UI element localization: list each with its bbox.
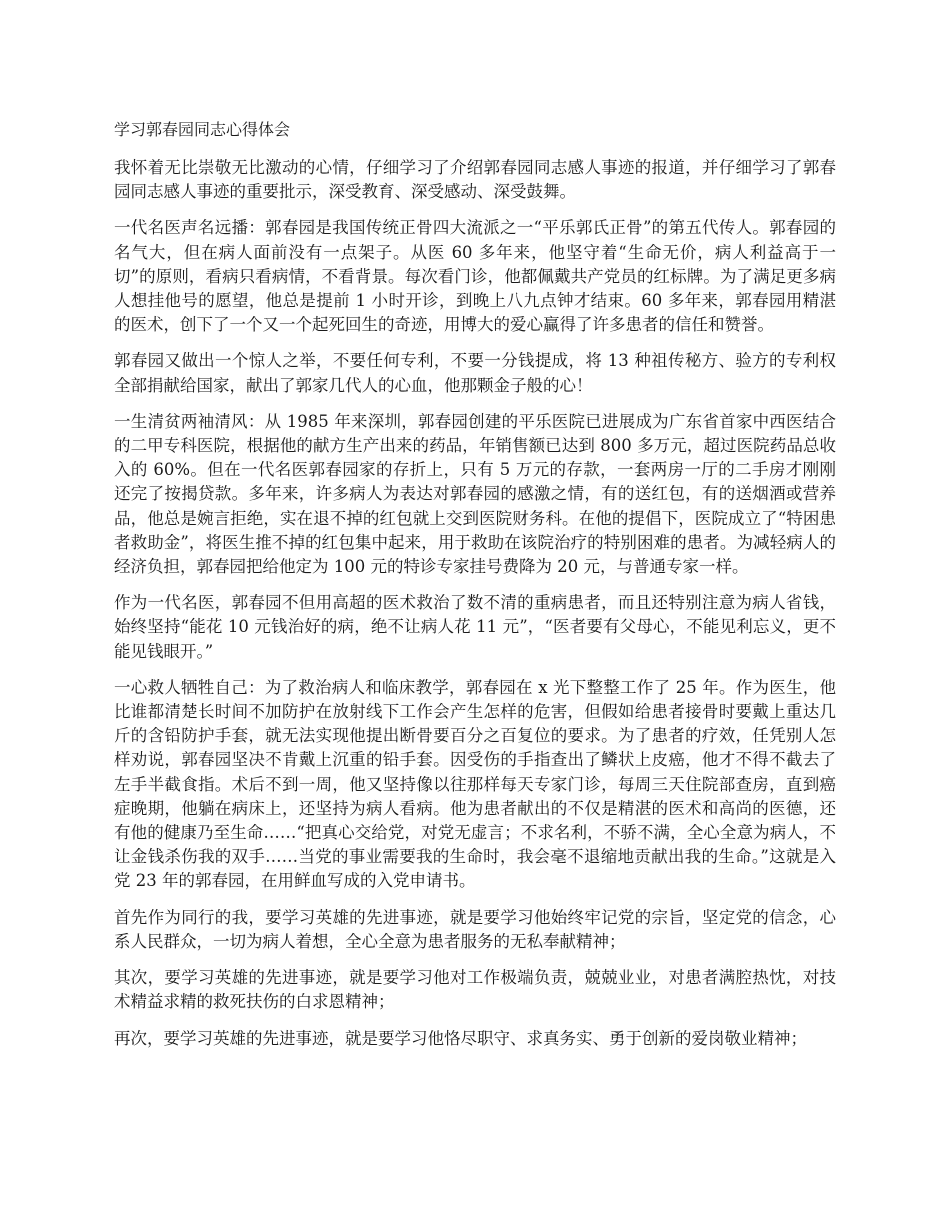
paragraph-third-lesson: 再次，要学习英雄的先进事迹，就是要学习他恪尽职守、求真务实、勇于创新的爱岗敬业精神；: [114, 1028, 807, 1048]
paragraph-frugal-life: 一生清贫两袖清风：从 1985 年来深圳，郭春园创建的平乐医院已进展成为广东省首家中西医结合的二甲专科医院，根据他的献方生产出来的药品，年销售额已达到 800 多万元，超过医院药品总收入的 60%。但在一代名医郭春园家的存折上，只有 5 万元的存款，一套两房一厅的二手房才刚刚还完了按揭贷款。多年来，许多病人为表达对郭春园的感激之情，有的送红包，有的送烟酒或营养品，他总是婉言拒绝，实在退不掉的红包就上交到医院财务科。在他的提倡下，医院成立了“特困患者救助金”，将医生推不掉的红包集中起来，用于救助在该院治疗的特别困难的患者。为减轻病人的经济负担，郭春园把给他定为 100 元的特诊专家挂号费降为 20 元，与普通专家一样。: [114, 411, 836, 577]
paragraph-intro: 我怀着无比崇敬无比激动的心情，仔细学习了介绍郭春园同志感人事迹的报道，并仔细学习了郭春园同志感人事迹的重要批示，深受教育、深受感动、深受鼓舞。: [114, 158, 836, 202]
paragraph-famous-doctor: 一代名医声名远播：郭春园是我国传统正骨四大流派之一“平乐郭氏正骨”的第五代传人。郭春园的名气大，但在病人面前没有一点架子。从医 60 多年来，他坚守着“生命无价，病人利益高于一切”的原则，看病只看病情，不看背景。每次看门诊，他都佩戴共产党员的红标牌。为了满足更多病人想挂他号的愿望，他总是提前 1 小时开诊，到晚上八九点钟才结束。60 多年来，郭春园用精湛的医术，创下了一个又一个起死回生的奇迹，用博大的爱心赢得了许多患者的信任和赞誉。: [114, 218, 836, 335]
paragraph-patent-donation: 郭春园又做出一个惊人之举，不要任何专利，不要一分钱提成，将 13 种祖传秘方、验方的专利权全部捐献给国家，献出了郭家几代人的心血，他那颗金子般的心！: [114, 351, 836, 395]
document-page: [114, 118, 836, 1063]
paragraph-self-sacrifice: 一心救人牺牲自己：为了救治病人和临床教学，郭春园在 x 光下整整工作了 25 年。作为医生，他比谁都清楚长时间不加防护在放射线下工作会产生怎样的危害，但假如给患者接骨时要戴上重达几斤的含铅防护手套，就无法实现他提出断骨要百分之百复位的要求。为了患者的疗效，任凭别人怎样劝说，郭春园坚决不肯戴上沉重的铅手套。因受伤的手指查出了鳞状上皮癌，他才不得不截去了左手半截食指。术后不到一周，他又坚持像以往那样每天专家门诊，每周三天住院部查房，直到癌症晚期，他躺在病床上，还坚持为病人看病。他为患者献出的不仅是精湛的医术和高尚的医德，还有他的健康乃至生命……“把真心交给党，对党无虚言；不求名利，不骄不满，全心全意为病人，不让金钱杀伤我的双手……当党的事业需要我的生命时，我会毫不退缩地贡献出我的生命。”这就是入党 23 年的郭春园，在用鲜血写成的入党申请书。: [114, 677, 836, 891]
paragraph-second-lesson: 其次，要学习英雄的先进事迹，就是要学习他对工作极端负责，兢兢业业，对患者满腔热忱，对技术精益求精的救死扶伤的白求恩精神；: [114, 968, 836, 1012]
paragraph-first-lesson: 首先作为同行的我，要学习英雄的先进事迹，就是要学习他始终牢记党的宗旨，坚定党的信念，心系人民群众，一切为病人着想，全心全意为患者服务的无私奉献精神；: [114, 907, 836, 951]
paragraph-save-money: 作为一代名医，郭春园不但用高超的医术救治了数不清的重病患者，而且还特别注意为病人省钱，始终坚持“能花 10 元钱治好的病，绝不让病人花 11 元”，“医者要有父母心，不能见利忘义，更不能见钱眼开。”: [114, 593, 836, 661]
document-title: 学习郭春园同志心得体会: [114, 120, 291, 139]
